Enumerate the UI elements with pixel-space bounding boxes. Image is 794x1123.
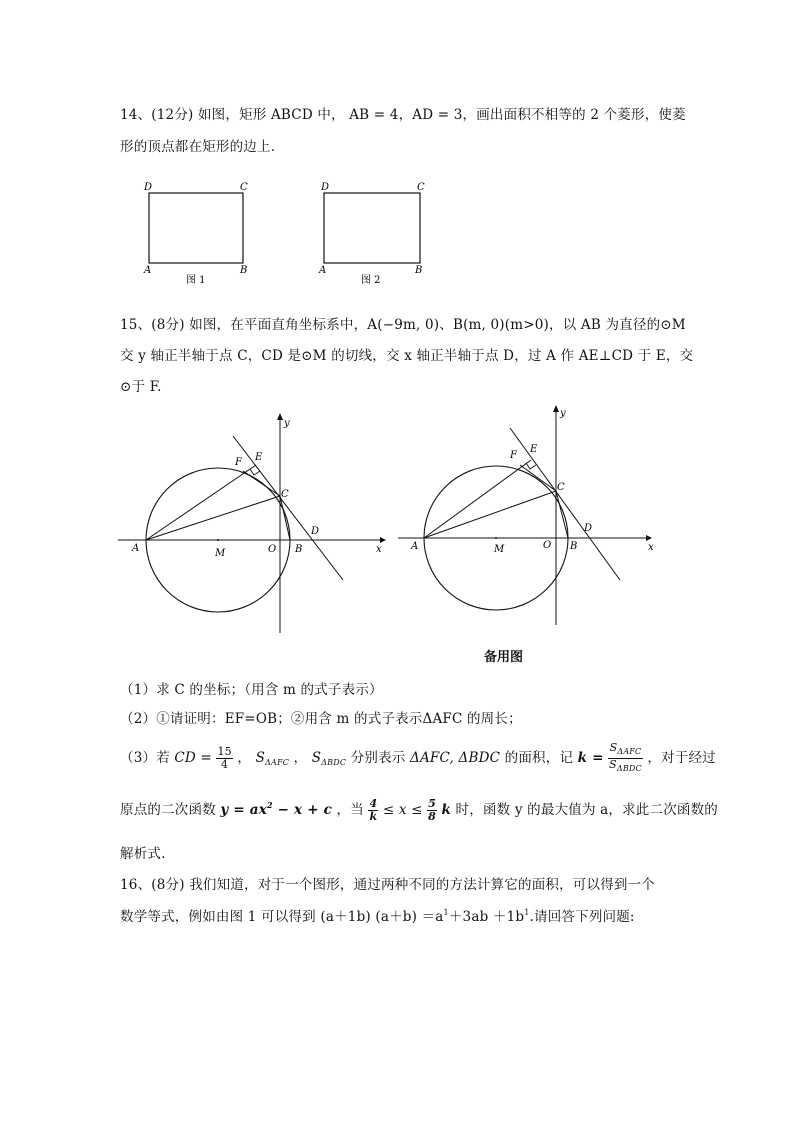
q15-part-3-line-2: 原点的二次函数 $y = ax^2 - x + c$ ，当 $\frac{4}{k}$ ≤ x ≤ $\frac{5}{8}$ k 时，函数 y 的最大值为 a，求此二次函数的 — [120, 797, 718, 823]
area-s-afc: $S_{\Delta AFC}$ — [255, 750, 290, 767]
label-y: y — [284, 418, 290, 429]
label-O: O — [543, 540, 552, 551]
label-D: D — [584, 523, 593, 534]
label-M: M — [215, 548, 226, 559]
segment-AE — [424, 460, 531, 538]
quadratic-function: $y = ax^2 - x + c$ — [220, 800, 333, 818]
label-E: E — [255, 452, 263, 463]
q16-line-1: 16、(8分) 我们知道，对于一个图形，通过两种不同的方法计算它的面积，可以得到一个 — [120, 877, 655, 893]
fraction-5-8: $\frac{5}{8}$ — [428, 797, 436, 823]
q14-figure-1 — [140, 178, 260, 288]
p3-text-a: （3）若 — [120, 750, 170, 766]
label-C: C — [240, 182, 248, 193]
q14-figure-2 — [315, 178, 435, 288]
k-definition: k = — [577, 750, 604, 766]
label-x: x — [376, 544, 382, 555]
backup-figure-caption: 备用图 — [484, 650, 524, 665]
q15-line-1: 15、(8分) 如图，在平面直角坐标系中，A(−9m, 0)、B(m, 0)(m>0)，以 AB 为直径的⊙M — [120, 317, 686, 333]
segment-AC — [424, 491, 556, 538]
q15-line-2: 交 y 轴正半轴于点 C，CD 是⊙M 的切线，交 x 轴正半轴于点 D，过 A 作 AE⊥CD 于 E，交 — [120, 348, 694, 364]
x-axis-arrow-icon — [646, 535, 652, 541]
right-angle-mark — [526, 463, 536, 469]
q14-line-2: 形的顶点都在矩形的边上. — [120, 139, 276, 155]
segment-FC — [520, 465, 556, 491]
segment-AC — [146, 496, 280, 540]
label-A: A — [144, 265, 152, 276]
rectangle-abcd — [149, 193, 243, 263]
q15-graph-backup — [398, 400, 663, 630]
y-axis-arrow-icon — [553, 405, 559, 412]
q15-line-3: ⊙于 F. — [120, 379, 162, 395]
fraction-15-4: $\frac{15}{4}$ — [217, 745, 232, 771]
label-C: C — [281, 489, 289, 500]
label-B: B — [415, 265, 423, 276]
label-A: A — [411, 541, 419, 552]
k-fraction: $\frac{S_{\Delta AFC}}{S_{\Delta BDC}}$ — [609, 741, 642, 773]
q15-part-2: （2）①请证明：EF=OB；②用含 m 的式子表示ΔAFC 的周长； — [120, 711, 522, 727]
label-y: y — [560, 408, 566, 419]
triangles: ΔAFC, ΔBDC — [410, 750, 501, 766]
center-point-M — [217, 539, 219, 541]
segment-CB — [556, 491, 568, 538]
area-s-bdc: $S_{\Delta BDC}$ — [311, 750, 347, 767]
label-A: A — [132, 543, 140, 554]
label-B: B — [240, 265, 248, 276]
rectangle-abcd — [324, 193, 420, 263]
figure-caption: 图 2 — [361, 275, 381, 286]
label-C: C — [417, 182, 425, 193]
label-C: C — [557, 482, 565, 493]
label-M: M — [494, 544, 505, 555]
fraction-4-k: $\frac{4}{k}$ — [369, 797, 378, 823]
y-axis-arrow-icon — [277, 413, 283, 420]
q15-part-1: （1）求 C 的坐标；（用含 m 的式子表示） — [120, 682, 383, 698]
label-D: D — [321, 182, 330, 193]
center-point-M — [495, 537, 497, 539]
label-A: A — [319, 265, 327, 276]
segment-FC — [243, 471, 280, 496]
label-D: D — [144, 182, 153, 193]
label-x: x — [648, 542, 654, 553]
x-axis-arrow-icon — [380, 537, 386, 543]
segment-AE — [146, 465, 256, 540]
label-O: O — [268, 544, 277, 555]
q15-part-3: （3）若 CD = $\frac{15}{4}$ ， $S_{\Delta AFC}$ ， $S_{\Delta BDC}$ 分别表示 ΔAFC, ΔBDC 的面积，记 k = $\frac{S_{\Delta AFC}}{S_{\Delta BDC}}$ ，对于经过 — [120, 741, 716, 773]
label-D: D — [311, 526, 320, 537]
figure-caption: 图 1 — [186, 275, 206, 286]
q16-line-2: 数学等式，例如由图 1 可以得到 (a＋1b) $(a+b) =a^1+3ab +1b^1$.请回答下列问题: — [120, 908, 635, 925]
label-B: B — [570, 541, 578, 552]
cd-equation: CD = — [174, 750, 212, 766]
label-E: E — [530, 444, 538, 455]
q15-part-3-line-3: 解析式. — [120, 846, 166, 862]
label-B: B — [295, 544, 303, 555]
segment-CB — [280, 496, 290, 540]
label-F: F — [510, 450, 517, 461]
label-F: F — [235, 457, 242, 468]
q14-line-1: 14、(12分) 如图，矩形 ABCD 中， AB = 4，AD = 3，画出面积不相等的 2 个菱形，使菱 — [120, 107, 686, 123]
q15-graph-main — [118, 408, 393, 638]
